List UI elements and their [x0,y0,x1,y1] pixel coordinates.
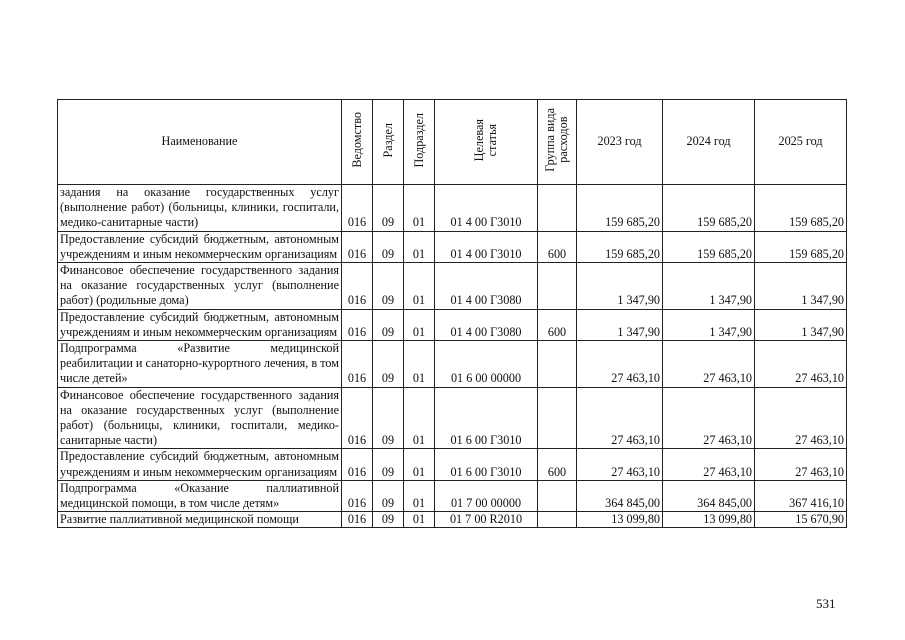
header-2023: 2023 год [577,100,663,185]
cell-celevaya: 01 4 00 Г3080 [435,263,538,310]
cell-razdel: 09 [373,449,404,480]
cell-celevaya: 01 6 00 00000 [435,341,538,388]
cell-2024: 27 463,10 [663,449,755,480]
header-2025: 2025 год [755,100,847,185]
header-celevaya: Целевая статья [435,100,538,185]
cell-name: Финансовое обеспечение государственного задания на оказание государственных услуг (выполнение работ) (родильные дома) [58,263,342,310]
cell-2024: 27 463,10 [663,341,755,388]
cell-razdel: 09 [373,512,404,528]
cell-2024: 159 685,20 [663,231,755,262]
cell-podrazdel: 01 [404,480,435,511]
header-razdel: Раздел [373,100,404,185]
cell-gruppa: 600 [538,449,577,480]
cell-podrazdel: 01 [404,449,435,480]
cell-gruppa [538,480,577,511]
cell-celevaya: 01 4 00 Г3010 [435,231,538,262]
cell-2025: 15 670,90 [755,512,847,528]
cell-celevaya: 01 7 00 00000 [435,480,538,511]
table-row [58,480,847,511]
cell-name: Развитие паллиативной медицинской помощи [58,512,342,528]
cell-2024: 13 099,80 [663,512,755,528]
cell-gruppa [538,185,577,232]
cell-vedomstvo: 016 [342,341,373,388]
cell-vedomstvo: 016 [342,512,373,528]
cell-celevaya: 01 4 00 Г3080 [435,309,538,340]
cell-name: Подпрограмма «Оказание паллиативной медицинской помощи, в том числе детям» [58,480,342,511]
table-row [58,309,847,340]
cell-vedomstvo: 016 [342,449,373,480]
cell-razdel: 09 [373,309,404,340]
cell-2025: 159 685,20 [755,185,847,232]
cell-2023: 1 347,90 [577,263,663,310]
cell-name: Предоставление субсидий бюджетным, автономным учреждениям и иным некоммерческим организациям [58,231,342,262]
cell-2024: 159 685,20 [663,185,755,232]
cell-name: Финансовое обеспечение государственного задания на оказание государственных услуг (выполнение работ) (больницы, клиники, госпитали, медико-санитарные части) [58,387,342,449]
cell-2024: 1 347,90 [663,309,755,340]
cell-2025: 1 347,90 [755,309,847,340]
cell-2025: 367 416,10 [755,480,847,511]
cell-2025: 1 347,90 [755,263,847,310]
cell-2023: 1 347,90 [577,309,663,340]
cell-gruppa [538,512,577,528]
cell-celevaya: 01 6 00 Г3010 [435,449,538,480]
cell-vedomstvo: 016 [342,263,373,310]
cell-2023: 27 463,10 [577,449,663,480]
cell-gruppa [538,387,577,449]
cell-vedomstvo: 016 [342,387,373,449]
table-row [58,387,847,449]
table-row [58,263,847,310]
cell-2024: 1 347,90 [663,263,755,310]
header-2024: 2024 год [663,100,755,185]
cell-vedomstvo: 016 [342,185,373,232]
cell-gruppa: 600 [538,309,577,340]
cell-podrazdel: 01 [404,387,435,449]
cell-razdel: 09 [373,185,404,232]
table-row [58,231,847,262]
cell-podrazdel: 01 [404,185,435,232]
cell-celevaya: 01 4 00 Г3010 [435,185,538,232]
cell-razdel: 09 [373,231,404,262]
cell-2025: 27 463,10 [755,449,847,480]
cell-name: Предоставление субсидий бюджетным, автономным учреждениям и иным некоммерческим организациям [58,449,342,480]
cell-2023: 364 845,00 [577,480,663,511]
cell-2025: 27 463,10 [755,387,847,449]
cell-razdel: 09 [373,480,404,511]
header-podrazdel: Подраздел [404,100,435,185]
table-row [58,341,847,388]
page-number: 531 [816,596,836,611]
cell-podrazdel: 01 [404,341,435,388]
cell-celevaya: 01 6 00 Г3010 [435,387,538,449]
cell-2023: 27 463,10 [577,341,663,388]
cell-name: Подпрограмма «Развитие медицинской реабилитации и санаторно-курортного лечения, в том числе детей» [58,341,342,388]
cell-gruppa [538,263,577,310]
cell-podrazdel: 01 [404,309,435,340]
budget-table [57,99,847,528]
cell-name: Предоставление субсидий бюджетным, автономным учреждениям и иным некоммерческим организациям [58,309,342,340]
header-gruppa: Группа вида расходов [538,100,577,185]
cell-vedomstvo: 016 [342,309,373,340]
header-vedomstvo: Ведомство [342,100,373,185]
cell-2023: 13 099,80 [577,512,663,528]
table-row [58,512,847,528]
cell-vedomstvo: 016 [342,480,373,511]
cell-gruppa: 600 [538,231,577,262]
cell-2023: 27 463,10 [577,387,663,449]
cell-razdel: 09 [373,387,404,449]
cell-razdel: 09 [373,263,404,310]
cell-2024: 27 463,10 [663,387,755,449]
cell-podrazdel: 01 [404,512,435,528]
cell-podrazdel: 01 [404,263,435,310]
cell-gruppa [538,341,577,388]
cell-2024: 364 845,00 [663,480,755,511]
cell-podrazdel: 01 [404,231,435,262]
cell-2025: 27 463,10 [755,341,847,388]
cell-razdel: 09 [373,341,404,388]
cell-2023: 159 685,20 [577,231,663,262]
header-name: Наименование [58,100,342,185]
cell-2025: 159 685,20 [755,231,847,262]
cell-celevaya: 01 7 00 R2010 [435,512,538,528]
cell-vedomstvo: 016 [342,231,373,262]
table-header-row [58,100,847,185]
table-row [58,449,847,480]
table-row [58,185,847,232]
cell-2023: 159 685,20 [577,185,663,232]
cell-name: задания на оказание государственных услуг (выполнение работ) (больницы, клиники, госпитали, медико-санитарные части) [58,185,342,232]
